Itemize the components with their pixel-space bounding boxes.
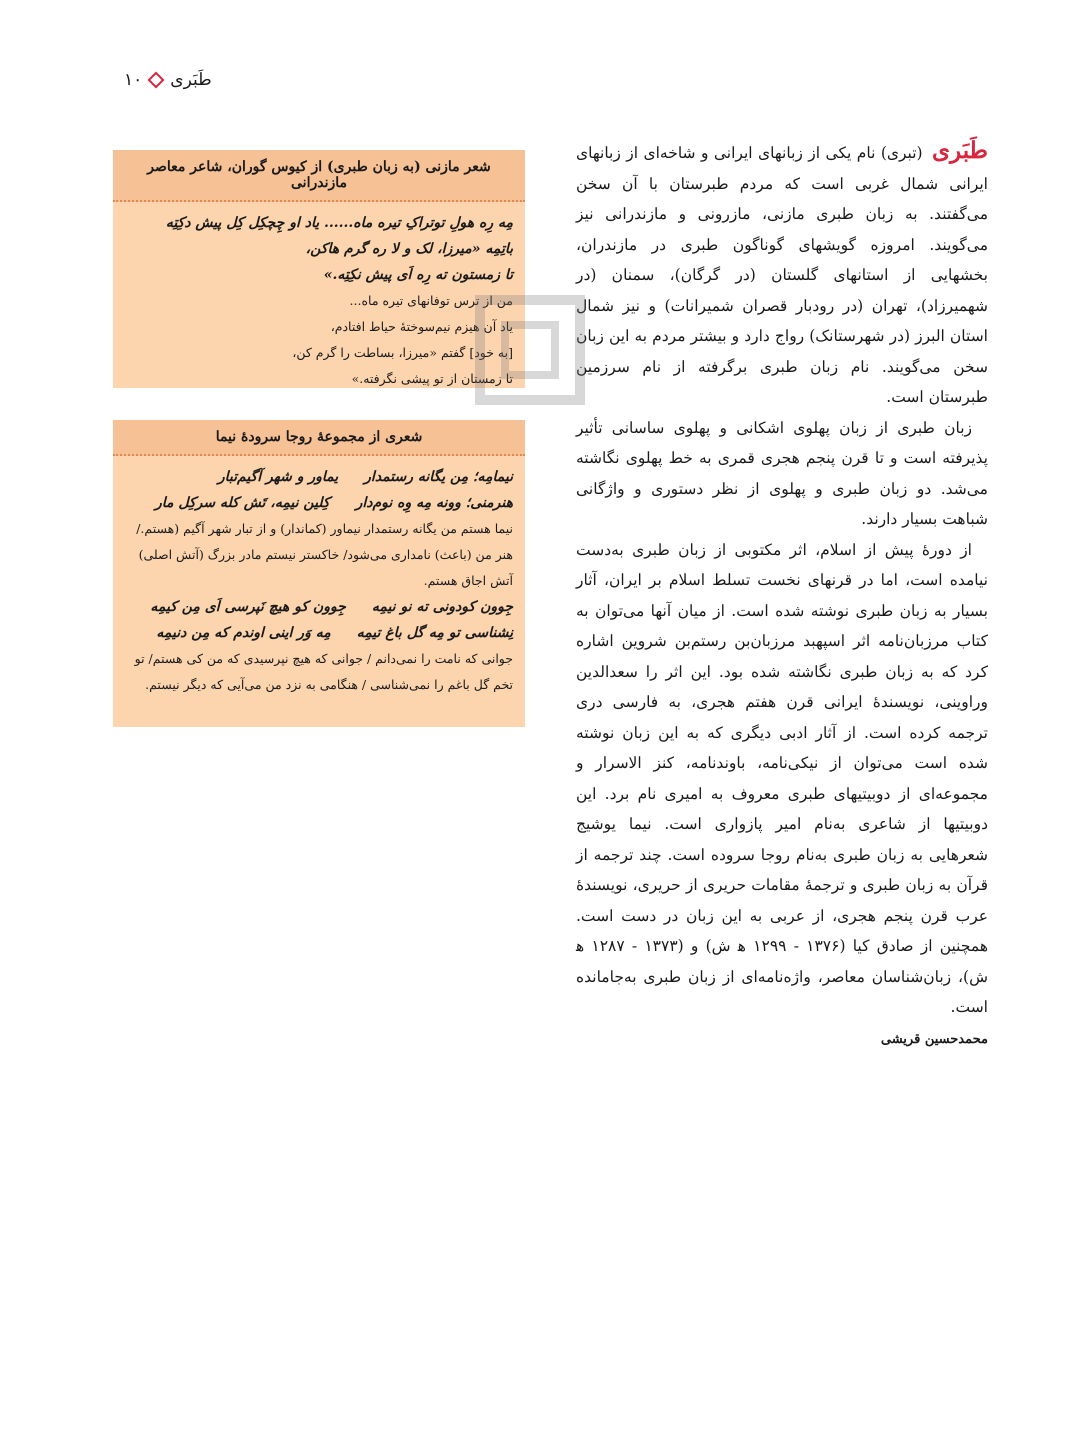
article-paragraph	[576, 136, 988, 413]
article-paragraph: زبان طبری از زبان پهلوی اشکانی و پهلوی ساسانی تأثیر پذیرفته است و تا قرن پنجم هجری قمری به خط پهلوی نگاشته می‌شد. دو زبان طبری و پهلوی از نظر دستوری و واژگانی شباهت بسیار دارند.	[576, 418, 988, 528]
hemistich: جِوون کودونی ته نو نیمِه	[371, 599, 513, 615]
poem-box-nima	[113, 420, 525, 727]
verse-line: باتِمِه «میرزا، لک و لا ره گرم هاکن،	[305, 241, 513, 257]
translation-line: [به خود] گفتم «میرزا، بساطت را گرم کن،	[292, 345, 513, 360]
page-number: ۱۰	[124, 70, 143, 90]
poem-box-mazani	[113, 150, 525, 388]
paragraph-text: (تبری) نام یکی از زبانهای ایرانی و شاخه‌ای از زبانهای ایرانی شمال غربی است که مردم طبرستان با آن سخن می‌گفتند. به زبان طبری مازنی، مازرونی و مازندرانی نیز می‌گویند. امروزه گویشهای گوناگون طبری در مازندران، بخشهایی از استانهای گلستان (در گرگان)، سمنان (در شهمیرزاد)، تهران (در رودبار قصران شمیرانات) و نیز شمال استان البرز (در شهرستانک) رواج دارد و بیشتر مردم به این زبان سخن می‌گویند. نام زبان طبری برگرفته از نام سرزمین طبرستان است.	[576, 144, 988, 406]
translation-text: جوانی که نامت را نمی‌دانم / جوانی که هیچ نپرسیدی که من کی هستم/ تو تخم گل باغم را نمی‌شناسی / هنگامی به نزد من می‌آیی که دیگر نیستم.	[134, 651, 513, 692]
poem-box-title: شعر مازنی (به زبان طبری) از کیوس گوران، شاعر معاصر مازندرانی	[113, 150, 525, 202]
hemistich: هنرمنی؛ وونه مِه وِه نوم‌دار	[355, 495, 513, 511]
running-title: طَبَری	[170, 70, 212, 90]
couplet-line	[125, 620, 513, 646]
verse-line: مِه رِه هولِ توتراکِ تیره ماه...... یاد او چِچکِل کِل پیش دکِتِه	[165, 215, 513, 231]
hemistich: نِشناسی تو مِه گل باغ تیمِه	[356, 625, 513, 641]
author-signature: محمدحسین قریشی	[880, 1031, 988, 1047]
couplet-line	[125, 490, 513, 516]
verse-line: تا زمستون ته رِه اَی پیش نکِتِه.»	[323, 267, 513, 283]
hemistich: کِلین نیمِه، تَش کله سرکِل مار	[155, 495, 330, 511]
translation-line: یاد آن هیزم نیم‌سوختهٔ حیاط افتادم،	[330, 319, 513, 334]
couplet-line	[125, 594, 513, 620]
article-body	[576, 136, 988, 1055]
hemistich: یماور و شهر آگیم‌تبار	[217, 469, 339, 485]
couplet-line	[125, 464, 513, 490]
diamond-icon	[148, 72, 165, 89]
hemistich: مِه وَر اینی اوندم که مِن دنیمِه	[156, 625, 331, 641]
translation-text: نیما هستم من یگانه رستمدار نیماور (کماندار) و از تبار شهر آگیم (هستم./ هنر من (باعث) نامداری می‌شود/ خاکستر نیستم مادر بزرگ (آتش اصلی) آتش اجاق هستم.	[136, 521, 513, 588]
head-word: طَبَری	[932, 137, 988, 164]
page-header	[124, 70, 212, 90]
hemistich: نیمامِه؛ مِن یگانه رستمدار	[364, 469, 513, 485]
article-paragraph: از دورهٔ پیش از اسلام، اثر مکتوبی از زبان طبری به‌دست نیامده است، اما در قرنهای نخست تسلط اسلام بر ایران، آثار بسیار به زبان طبری نوشته شده است. از میان آنها می‌توان به کتاب مرزبان‌نامه اثر اسپهبد مرزبان‌بن رستم‌بن شروین اشاره کرد که به زبان طبری نگاشته شده بود. این اثر را سعدالدین وراوینی، نویسندهٔ ایرانی قرن هفتم هجری، به فارسی دری ترجمه کرده است. از آثار ادبی دیگری که به این زبان نوشته شده است می‌توان از نیکی‌نامه، باوندنامه، کنز الاسرار و مجموعه‌ای از دوبیتیهای طبری معروف به امیری نام برد. این دوبیتیها از شاعری به‌نام امیر پازواری است. نیما یوشیج شعرهایی به زبان طبری به‌نام روجا سروده است. چند ترجمه از قرآن به زبان طبری و ترجمهٔ مقامات حریری از حریری، نویسندهٔ عرب قرن پنجم هجری، از عربی به این زبان در دست است. همچنین از صادق کیا (۱۳۷۶ - ۱۲۹۹ ه‍ ش) و (۱۳۷۳ - ۱۲۸۷ ه‍ ش)، زبان‌شناسان معاصر، واژه‌نامه‌ای از زبان طبری به‌جامانده است.	[576, 540, 989, 1016]
translation-line: من از ترس توفانهای تیره ماه...	[349, 293, 513, 308]
poem-box-title: شعری از مجموعهٔ روجا سرودهٔ نیما	[113, 420, 525, 456]
translation-line: تا زمستان از تو پیشی نگرفته.»	[351, 371, 513, 386]
hemistich: جِوون کو هیچ نَپرسی اَی مِن کیمِه	[150, 599, 346, 615]
